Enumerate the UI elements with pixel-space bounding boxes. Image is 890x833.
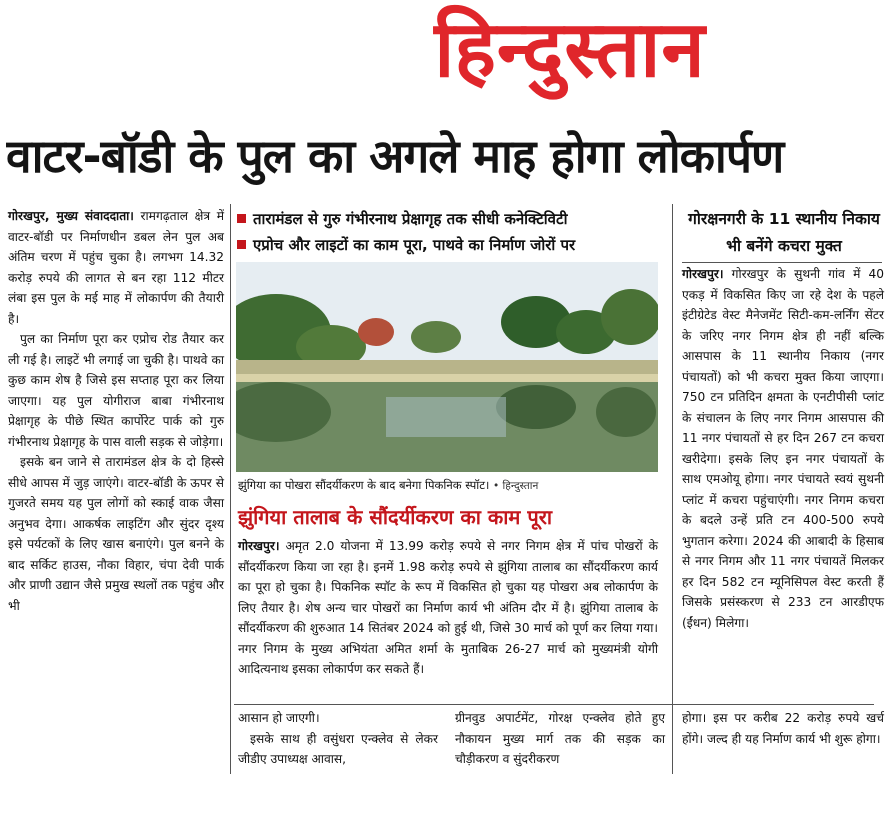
paragraph-text: रामगढ़ताल क्षेत्र में वाटर-बॉडी पर निर्माणधीन डबल लेन पुल अब अंतिम चरण में पहुंच चुका है। लगभग 14.32 करोड़ रुपये की लागत से बन रहा 112 मीटर लंबा इस पुल के मई माह में लोकार्पण की तैयारी है। <box>8 209 224 326</box>
bullet-item <box>237 206 669 232</box>
continuation-col-3 <box>682 708 884 749</box>
paragraph-text: अमृत 2.0 योजना में 13.99 करोड़ रुपये से नगर निगम क्षेत्र में पांच पोखरों के सौंदर्यीकरण किया जा रहा है। इनमें 1.98 करोड़ रुपये से झुंगिया तालाब का सौंदर्यीकरण कार्य का पूरा हो चुका है। पिकनिक स्पॉट के रूप में विकसित हो चुका यह पोखरा अब लोकार्पण के लिए तैयार है। शेष अन्य चार पोखरों का निर्माण कार्य भी अंतिम दौर में है। झुंगिया तालाब के सौंदर्यीकरण की शुरुआत 14 सितंबर 2024 को हुई थी, जिसे 30 मार्च को पूर्ण कर लिया गया। नगर निगम के मुख्य अभियंता अमित शर्मा के मुताबिक 26-27 मार्च को मुख्यमंत्री योगी आदित्यनाथ इसका लोकार्पण कर सकते हैं। <box>238 539 659 676</box>
highlight-bullets <box>237 206 669 258</box>
article-paragraph: होगा। इस पर करीब 22 करोड़ रुपये खर्च होंगे। जल्द ही यह निर्माण कार्य भी शुरू होगा। <box>682 711 884 746</box>
photo-credit: • हिन्दुस्तान <box>493 480 539 492</box>
column-divider <box>230 204 231 774</box>
article-paragraph <box>238 536 658 680</box>
masthead-logo: हिन्दुस्तान <box>434 4 706 95</box>
story2-subhead: झुंगिया तालाब के सौंदर्यीकरण का काम पूरा <box>238 505 553 529</box>
article-paragraph: इसके साथ ही वसुंधरा एन्क्लेव से लेकर जीडीए उपाध्यक्ष आवास, <box>238 731 438 766</box>
column-divider <box>672 204 673 774</box>
sidebar-title-rule <box>682 262 882 263</box>
pond-photo <box>236 262 658 472</box>
bullet-item <box>237 232 669 258</box>
article-paragraph <box>8 206 224 329</box>
article-paragraph <box>682 264 884 633</box>
bullet-text: तारामंडल से गुरु गंभीरनाथ प्रेक्षागृह तक सीधी कनेक्टिविटी <box>253 210 568 228</box>
paragraph-text: गोरखपुर के सुथनी गांव में 40 एकड़ में विकसित किए जा रहे देश के पहले इंटीग्रेटेड वेस्ट मैनेजमेंट सिटी-कम-लर्निंग सेंटर के जरिए नगर निगम क्षेत्र ही नहीं बल्कि आसपास के 11 स्थानीय निकाय (नगर पंचायतों) को भी कचरा मुक्त किया जाएगा। 750 टन प्रतिदिन क्षमता के एनटीपीसी प्लांट के संचालन के लिए नगर निगम आसपास की 11 नगर पंचायतों से हर दिन 267 टन कचरा खरीदेगा। इसके लिए इन नगर पंचायतों के साथ एमओयू होगा। नगर पंचायते स्वयं सुथनी प्लांट में कचरा पहुंचाएंगी। नगर निगम कचरा के बदले उन्हें प्रति टन 400-500 रुपये भुगतान करेगा। 2024 की आबादी के हिसाब से नगर निगम और 11 नगर पंचायतें मिलकर हर दिन 582 टन म्यूनिसिपल वेस्ट करती हैं जिसके प्रसंस्करण से 233 टन आरडीएफ (ईंधन) मिलेगा। <box>682 267 884 630</box>
story2-dateline: गोरखपुर। <box>238 539 280 553</box>
page-headline: वाटर-बॉडी के पुल का अगले माह होगा लोकार्पण <box>6 129 784 183</box>
sidebar-headline: गोरक्षनगरी के 11 स्थानीय निकाय भी बनेंगे कचरा मुक्त <box>688 210 880 255</box>
article-paragraph: पुल का निर्माण पूरा कर एप्रोच रोड तैयार कर ली गई है। लाइटें भी लगाई जा चुकी है। पाथवे का कुछ काम शेष है जिसे इस सप्ताह पूरा कर लिया जाएगा। यह पुल योगीराज बाबा गंभीरनाथ प्रेक्षागृह के पीछे स्थित कार्पोरेट पार्क को गुरु गंभीरनाथ प्रेक्षागृह के पास वाली सड़क से जोड़ेगा। <box>8 332 224 449</box>
article-paragraph: इसके बन जाने से तारामंडल क्षेत्र के दो हिस्से सीधे आपस में जुड़ जाएंगे। वाटर-बॉडी के ऊपर से गुजरते समय यह पुल लोगों को स्काई वाक जैसा अनुभव देगा। आकर्षक लाइटिंग और सुंदर दृश्य इसे पर्यटकों के लिए खास बनाएंगे। पुल बनने के बाद सर्किट हाउस, नौका विहार, चंपा देवी पार्क और प्राणी उद्यान जैसे प्रमुख स्थलों तक पहुंच और भी <box>8 455 224 613</box>
article-paragraph: ग्रीनवुड अपार्टमेंट, गोरक्ष एन्क्लेव होते हुए नौकायन मुख्य मार्ग तक की सड़क का चौड़ीकरण व सुंदरीकरण <box>455 711 665 766</box>
bullet-square-icon <box>237 240 246 249</box>
story2-body <box>238 536 658 680</box>
photo-caption <box>238 476 658 495</box>
article-dateline: गोरखपुर, मुख्य संवाददाता। <box>8 209 134 223</box>
left-column <box>8 206 224 616</box>
bullet-square-icon <box>237 214 246 223</box>
sidebar-dateline: गोरखपुर। <box>682 267 724 281</box>
article-paragraph: आसान हो जाएगी। <box>238 711 320 725</box>
bullet-text: एप्रोच और लाइटों का काम पूरा, पाथवे का निर्माण जोरों पर <box>253 236 576 254</box>
sidebar-body <box>682 264 884 633</box>
pond-photo-illustration <box>236 262 658 472</box>
continuation-col-1 <box>238 708 438 770</box>
continuation-col-2 <box>455 708 665 770</box>
caption-text: झुंगिया का पोखरा सौंदर्यीकरण के बाद बनेगा पिकनिक स्पॉट। <box>238 478 490 492</box>
section-divider <box>234 704 874 705</box>
